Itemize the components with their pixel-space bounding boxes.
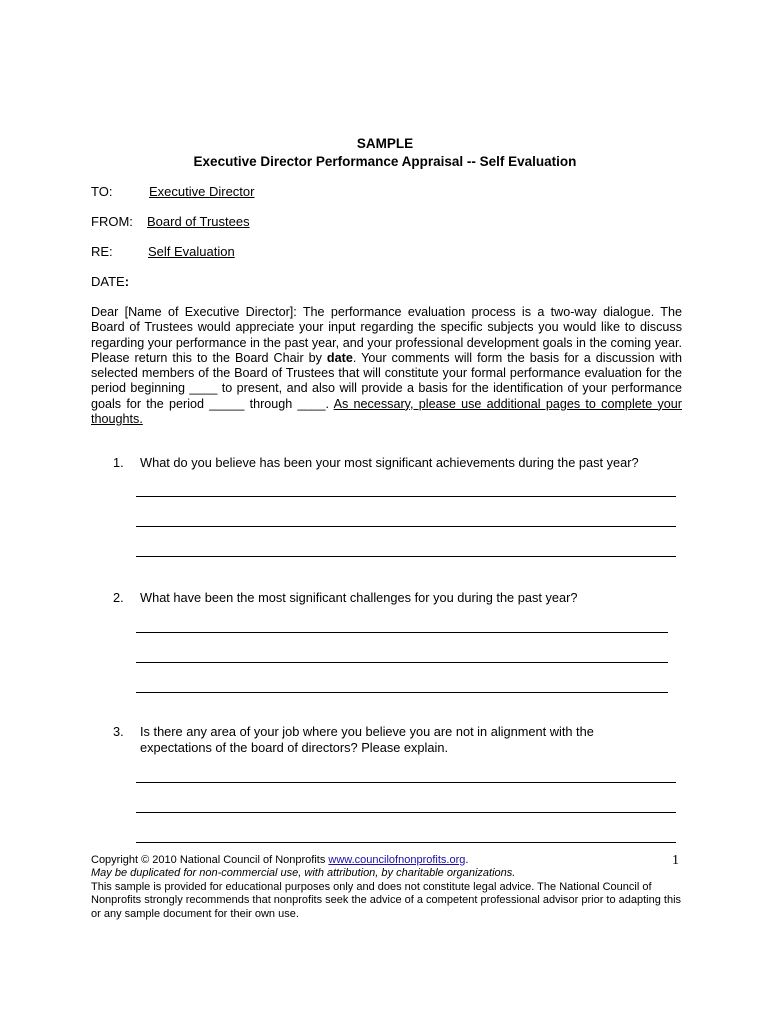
answer-line[interactable]: [136, 496, 676, 497]
intro-text-2: . Your comments will form the basis for a discussion with selected members of the Board of Trustees that will constitute your formal performance evaluation for the period beginning ____ to present, and also will provide a basis for the identification of your performance goals for the period _____ through ____.: [91, 350, 682, 411]
question-number: 1.: [113, 455, 124, 470]
page-number: 1: [672, 853, 679, 868]
date-label: DATE: [91, 274, 125, 289]
duplication-notice: May be duplicated for non-commercial use, with attribution, by charitable organizations.: [91, 867, 516, 880]
document-subtitle: Executive Director Performance Appraisal -- Self Evaluation: [193, 154, 577, 169]
question-number: 3.: [113, 724, 124, 739]
answer-line[interactable]: [136, 632, 668, 633]
answer-line[interactable]: [136, 526, 676, 527]
copyright-text: Copyright © 2010 National Council of Nonprofits: [91, 854, 329, 866]
answer-line[interactable]: [136, 692, 668, 693]
question-number: 2.: [113, 590, 124, 605]
date-colon: :: [124, 274, 130, 289]
council-link[interactable]: www.councilofnonprofits.org: [328, 854, 466, 866]
question-text: Is there any area of your job where you believe you are not in alignment with the expectations of the board of directors? Please explain.: [140, 724, 594, 755]
question-text: What have been the most significant challenges for you during the past year?: [140, 590, 578, 605]
answer-line[interactable]: [136, 812, 676, 813]
re-value: Self Evaluation: [148, 244, 235, 259]
legal-disclaimer: This sample is provided for educational purposes only and does not constitute legal advice. The National Council of Nonprofits strongly recommends that nonprofits seek the advice of a competent professional advisor prior to adapting this or any sample document for their own use.: [91, 880, 682, 920]
document-title: SAMPLE: [356, 136, 414, 151]
intro-underlined-note: As necessary, please use additional pages to complete your thoughts.: [91, 396, 682, 427]
re-label: RE:: [91, 244, 113, 259]
intro-date-bold: date: [326, 350, 353, 365]
re-field: [91, 244, 235, 259]
footer: [91, 854, 691, 921]
from-label: FROM:: [91, 214, 133, 229]
copyright-period: .: [465, 854, 469, 866]
question-text: What do you believe has been your most significant achievements during the past year?: [140, 455, 639, 470]
to-label: TO:: [91, 184, 113, 199]
date-field: [91, 274, 129, 289]
intro-paragraph: [91, 305, 682, 427]
intro-text-1: Dear [Name of Executive Director]: The performance evaluation process is a two-way dialogue. The Board of Trustees would appreciate your input regarding the specific subjects you would like to discuss regarding your performance in the past year, and your professional development goals in the coming year. Please return this to the Board Chair by: [91, 305, 682, 365]
from-field: [91, 214, 250, 229]
answer-line[interactable]: [136, 662, 668, 663]
from-value: Board of Trustees: [147, 214, 250, 229]
answer-line[interactable]: [136, 842, 676, 843]
answer-line[interactable]: [136, 556, 676, 557]
copyright-line: [91, 854, 691, 867]
answer-line[interactable]: [136, 782, 676, 783]
to-field: [91, 184, 255, 199]
to-value: Executive Director: [149, 184, 255, 199]
